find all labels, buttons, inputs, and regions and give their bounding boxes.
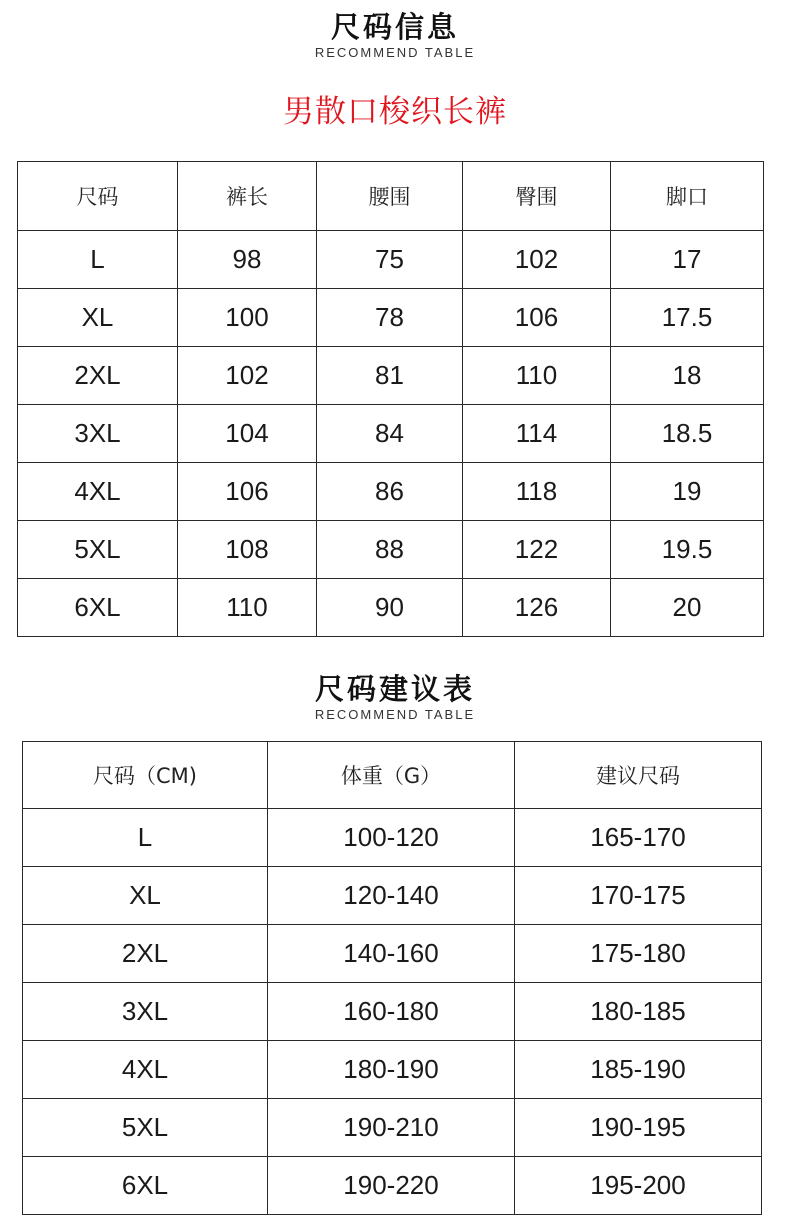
table-cell: 110 [178,579,317,637]
table-cell: XL [23,867,268,925]
table-row [23,867,762,925]
table-cell: 2XL [23,925,268,983]
table-row [23,1041,762,1099]
size-recommend-table [22,741,762,1215]
size-info-heading [0,10,790,61]
table-cell: 120-140 [268,867,515,925]
table-cell: 160-180 [268,983,515,1041]
table-cell: 110 [463,347,611,405]
size-info-table [17,161,764,637]
table-row [23,925,762,983]
table-cell: 19.5 [611,521,764,579]
table-cell: 3XL [18,405,178,463]
table-cell: 18.5 [611,405,764,463]
table-header-row [18,162,764,231]
table-cell: 122 [463,521,611,579]
header-cell-suggested-size: 建议尺码 [515,742,762,809]
table-cell: L [23,809,268,867]
header-cell-hip: 臀围 [463,162,611,231]
table-cell: 140-160 [268,925,515,983]
table-cell: 114 [463,405,611,463]
table-row [18,579,764,637]
size-info-title: 尺码信息 [330,10,459,44]
table-cell: 104 [178,405,317,463]
table-row [23,1157,762,1215]
table-cell: 100-120 [268,809,515,867]
table-cell: 17.5 [611,289,764,347]
table-cell: L [18,231,178,289]
table-cell: 4XL [18,463,178,521]
table-cell: XL [18,289,178,347]
table-row [18,231,764,289]
table-cell: 190-210 [268,1099,515,1157]
header-cell-pants-length: 裤长 [178,162,317,231]
table-cell: 86 [317,463,463,521]
table-cell: 5XL [18,521,178,579]
header-cell-weight: 体重（G） [268,742,515,809]
table-cell: 6XL [18,579,178,637]
table-cell: 19 [611,463,764,521]
table-cell: 98 [178,231,317,289]
table-cell: 190-195 [515,1099,762,1157]
table-cell: 18 [611,347,764,405]
size-recommend-heading [0,672,790,723]
table-cell: 2XL [18,347,178,405]
table-cell: 81 [317,347,463,405]
header-cell-leg-opening: 脚口 [611,162,764,231]
table-row [18,405,764,463]
table-cell: 106 [178,463,317,521]
table-row [23,983,762,1041]
table-row [23,1099,762,1157]
table-cell: 102 [463,231,611,289]
table-row [18,289,764,347]
header-cell-size: 尺码 [18,162,178,231]
product-title: 男散口梭织长裤 [283,94,507,130]
table-cell: 195-200 [515,1157,762,1215]
table-cell: 118 [463,463,611,521]
table-cell: 90 [317,579,463,637]
table-cell: 20 [611,579,764,637]
table-row [23,809,762,867]
table-cell: 165-170 [515,809,762,867]
size-info-subtitle: RECOMMEND TABLE [314,45,476,60]
table-cell: 185-190 [515,1041,762,1099]
table-cell: 84 [317,405,463,463]
table-cell: 126 [463,579,611,637]
header-cell-size-cm: 尺码（CM) [23,742,268,809]
table-cell: 102 [178,347,317,405]
table-row [18,463,764,521]
table-cell: 106 [463,289,611,347]
header-cell-waist: 腰围 [317,162,463,231]
size-recommend-subtitle: RECOMMEND TABLE [314,707,476,722]
table-cell: 180-190 [268,1041,515,1099]
table-cell: 88 [317,521,463,579]
table-cell: 6XL [23,1157,268,1215]
table-row [18,347,764,405]
table-cell: 3XL [23,983,268,1041]
table-cell: 175-180 [515,925,762,983]
table-cell: 100 [178,289,317,347]
table-row [18,521,764,579]
size-recommend-title: 尺码建议表 [314,672,475,706]
table-cell: 75 [317,231,463,289]
table-cell: 108 [178,521,317,579]
table-cell: 78 [317,289,463,347]
table-cell: 5XL [23,1099,268,1157]
table-cell: 17 [611,231,764,289]
table-cell: 190-220 [268,1157,515,1215]
table-header-row [23,742,762,809]
table-cell: 180-185 [515,983,762,1041]
table-cell: 4XL [23,1041,268,1099]
table-cell: 170-175 [515,867,762,925]
